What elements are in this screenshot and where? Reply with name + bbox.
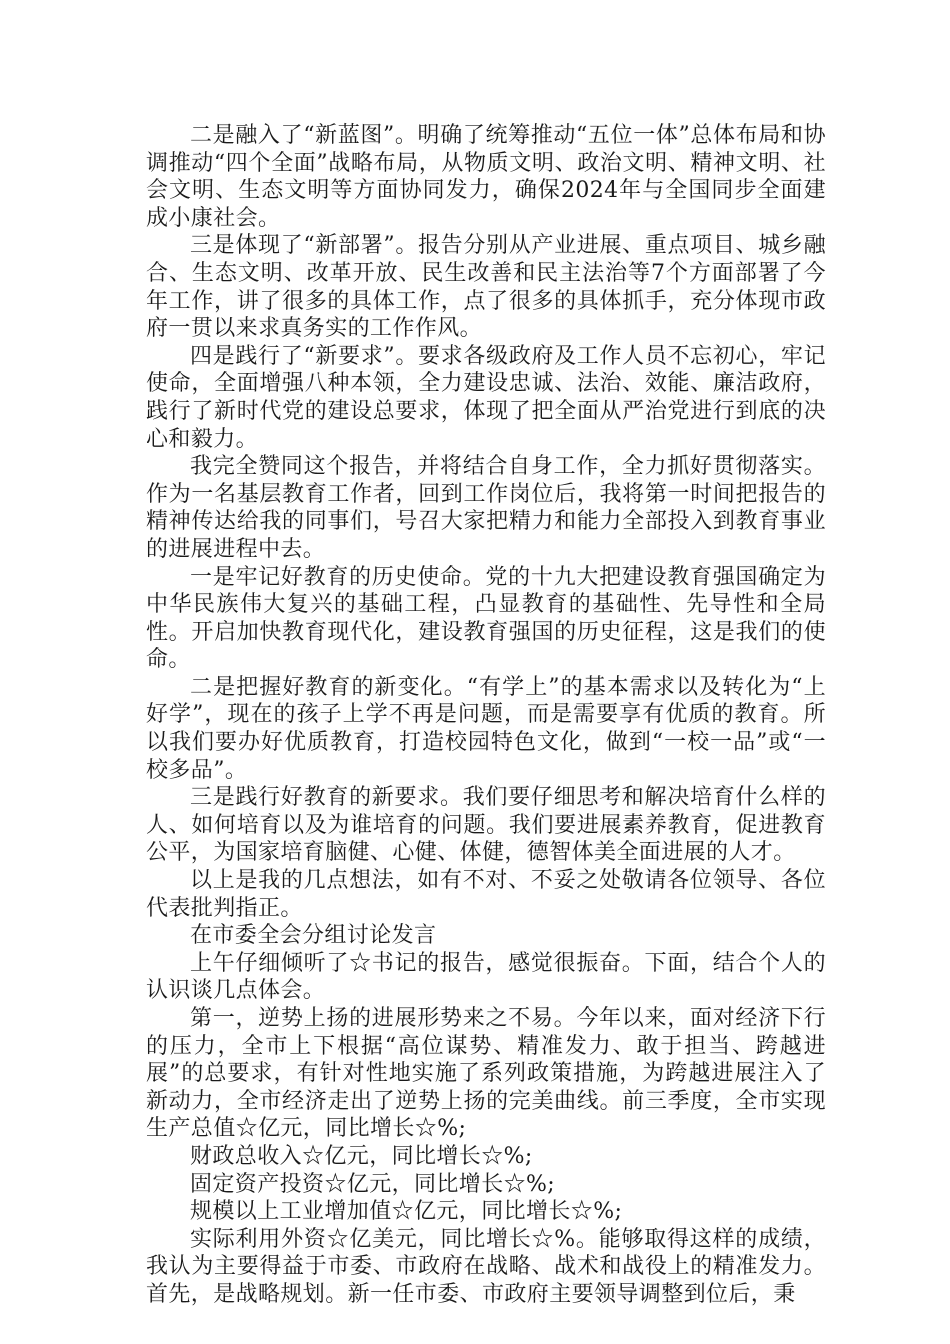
paragraph-endorsement: 我完全赞同这个报告，并将结合自身工作，全力抓好贯彻落实。作为一名基层教育工作者，回到工作岗位后，我将第一时间把报告的精神传达给我的同事们，号召大家把精力和能力全部投入到教育事业的进展进程中去。 [146,454,826,562]
paragraph-new-blueprint: 二是融入了“新蓝图”。明确了统筹推动“五位一体”总体布局和协调推动“四个全面”战略布局，从物质文明、政治文明、精神文明、社会文明、生态文明等方面协同发力，确保2024年与全国同步全面建成小康社会。 [146,123,826,231]
paragraph-development-situation: 第一，逆势上扬的进展形势来之不易。今年以来，面对经济下行的压力，全市上下根据“高位谋势、精准发力、敢于担当、跨越进展”的总要求，有针对性地实施了系列政策措施，为跨越进展注入了新动力，全市经济走出了逆势上扬的完美曲线。前三季度，全市实现生产总值☆亿元，同比增长☆%; [146,1006,826,1142]
paragraph-foreign-investment: 实际利用外资☆亿美元，同比增长☆%。能够取得这样的成绩，我认为主要得益于市委、市政府在战略、战术和战役上的精准发力。首先，是战略规划。新一任市委、市政府主要领导调整到位后，秉 [146,1226,826,1307]
paragraph-education-mission: 一是牢记好教育的历史使命。党的十九大把建设教育强国确定为中华民族伟大复兴的基础工程，凸显教育的基础性、先导性和全局性。开启加快教育现代化，建设教育强国的历史征程，这是我们的使命。 [146,564,826,673]
section-title: 在市委全会分组讨论发言 [190,923,437,949]
paragraph-new-deployment: 三是体现了“新部署”。报告分别从产业进展、重点项目、城乡融合、生态文明、改革开放、民生改善和民主法治等7个方面部署了今年工作，讲了很多的具体工作，点了很多的具体抓手，充分体现市政府一贯以来求真务实的工作作风。 [146,233,826,342]
paragraph-new-requirements: 四是践行了“新要求”。要求各级政府及工作人员不忘初心，牢记使命，全面增强八种本领，全力建设忠诚、法治、效能、廉洁政府，践行了新时代党的建设总要求，体现了把全面从严治党进行到底的决心和毅力。 [146,343,826,452]
paragraph-introduction: 上午仔细倾听了☆书记的报告，感觉很振奋。下面，结合个人的认识谈几点体会。 [146,950,826,1004]
document-body [146,122,826,1309]
paragraph-industrial-value: 规模以上工业增加值☆亿元，同比增长☆%; [190,1199,623,1225]
paragraph-education-requirements: 三是践行好教育的新要求。我们要仔细思考和解决培育什么样的人、如何培育以及为谁培育的问题。我们要进展素养教育，促进教育公平，为国家培育脑健、心健、体健，德智体美全面进展的人才。 [146,785,826,866]
paragraph-fixed-asset-investment: 固定资产投资☆亿元，同比增长☆%; [190,1171,556,1197]
paragraph-education-changes: 二是把握好教育的新变化。“有学上”的基本需求以及转化为“上好学”，现在的孩子上学不再是问题，而是需要享有优质的教育。所以我们要办好优质教育，打造校园特色文化，做到“一校一品”或“一校多品”。 [146,674,826,783]
paragraph-fiscal-revenue: 财政总收入☆亿元，同比增长☆%; [190,1143,533,1169]
paragraph-closing: 以上是我的几点想法，如有不对、不妥之处敬请各位领导、各位代表批判指正。 [146,868,826,921]
